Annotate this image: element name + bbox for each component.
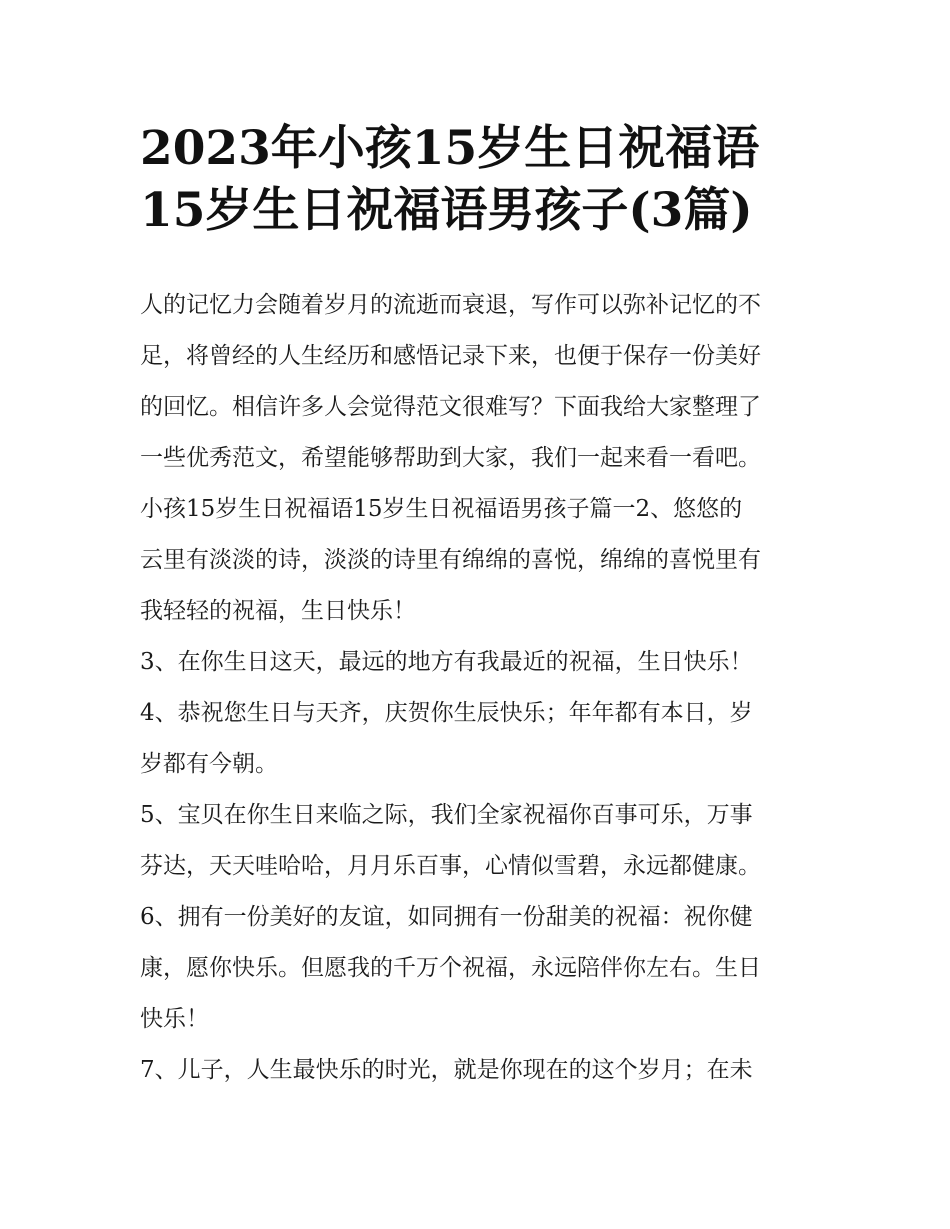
body-line: 康，愿你快乐。但愿我的千万个祝福，永远陪伴你左右。生日 xyxy=(140,955,761,981)
body-line: 3、在你生日这天，最远的地方有我最近的祝福，生日快乐！ xyxy=(140,649,753,675)
body-line: 人的记忆力会随着岁月的流逝而衰退，写作可以弥补记忆的不 xyxy=(140,292,761,318)
body-line: 足，将曾经的人生经历和感悟记录下来，也便于保存一份美好 xyxy=(140,343,761,369)
document-body xyxy=(140,280,830,1096)
body-line: 的回忆。相信许多人会觉得范文很难写？下面我给大家整理了 xyxy=(140,394,761,420)
body-line: 我轻轻的祝福，生日快乐！ xyxy=(140,598,416,624)
body-line: 小孩15岁生日祝福语15岁生日祝福语男孩子篇一2、悠悠的 xyxy=(140,496,743,522)
body-line: 7、儿子，人生最快乐的时光，就是你现在的这个岁月；在未 xyxy=(140,1057,753,1083)
body-line: 快乐！ xyxy=(140,1006,209,1032)
body-line: 岁都有今朝。 xyxy=(140,751,278,777)
body-line: 4、恭祝您生日与天齐，庆贺你生辰快乐；年年都有本日，岁 xyxy=(140,700,753,726)
body-line: 芬达，天天哇哈哈，月月乐百事，心情似雪碧，永远都健康。 xyxy=(140,853,761,879)
title-line: 15岁生日祝福语男孩子(3篇) xyxy=(140,183,753,238)
document-title xyxy=(140,118,820,242)
body-line: 云里有淡淡的诗，淡淡的诗里有绵绵的喜悦，绵绵的喜悦里有 xyxy=(140,547,761,573)
body-line: 一些优秀范文，希望能够帮助到大家，我们一起来看一看吧。 xyxy=(140,445,761,471)
title-line: 2023年小孩15岁生日祝福语 xyxy=(140,121,760,176)
body-line: 5、宝贝在你生日来临之际，我们全家祝福你百事可乐，万事 xyxy=(140,802,753,828)
body-line: 6、拥有一份美好的友谊，如同拥有一份甜美的祝福：祝你健 xyxy=(140,904,753,930)
